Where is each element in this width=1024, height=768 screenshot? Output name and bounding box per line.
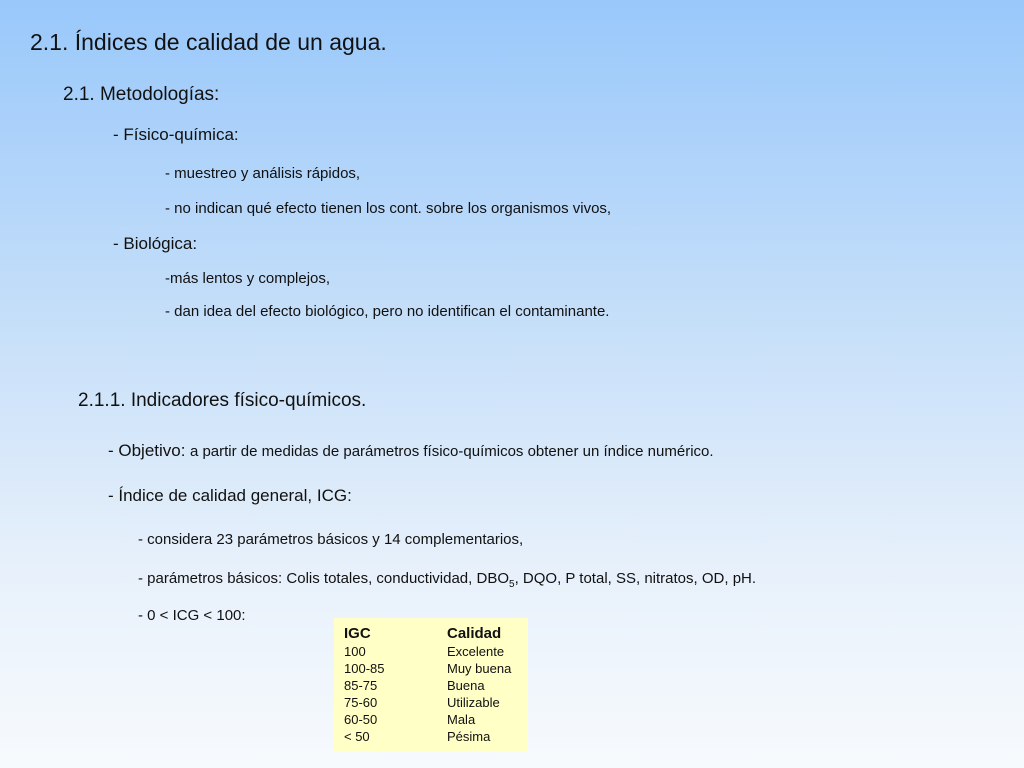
table-cell-calidad: Excelente — [447, 644, 505, 659]
objective-text: a partir de medidas de parámetros físico-químicos obtener un índice numérico. — [189, 443, 714, 460]
table-row — [344, 694, 511, 711]
slide-title: 2.1. Índices de calidad de un agua. — [30, 29, 387, 55]
objective-label: - Objetivo: — [108, 441, 186, 460]
objective-line — [108, 441, 714, 461]
basic-params-subscript: 5 — [509, 579, 515, 590]
physchem-item: - muestreo y análisis rápidos, — [165, 165, 361, 182]
quality-table-header-calidad: Calidad — [447, 625, 502, 642]
table-cell-igc: 100-85 — [344, 661, 385, 676]
table-cell-calidad: Utilizable — [447, 695, 500, 710]
biological-item: -más lentos y complejos, — [165, 270, 331, 287]
biological-label: - Biológica: — [113, 234, 198, 253]
quality-table-header-igc: IGC — [344, 625, 371, 642]
methodologies-heading: 2.1. Metodologías: — [63, 84, 220, 105]
basic-params-suffix: , DQO, P total, SS, nitratos, OD, pH. — [514, 570, 757, 587]
biological-item: - dan idea del efecto biológico, pero no identifican el contaminante. — [165, 303, 610, 320]
indicators-heading: 2.1.1. Indicadores físico-químicos. — [78, 390, 367, 411]
table-cell-calidad: Pésima — [447, 729, 491, 744]
physchem-label: - Físico-química: — [113, 125, 239, 144]
table-row — [344, 711, 511, 728]
table-cell-igc: 100 — [344, 644, 366, 659]
quality-table — [334, 618, 528, 751]
icg-params-item: - considera 23 parámetros básicos y 14 complementarios, — [138, 531, 524, 548]
icg-label: - Índice de calidad general, ICG: — [108, 486, 352, 505]
table-cell-calidad: Mala — [447, 712, 476, 727]
basic-params-prefix: - parámetros básicos: Colis totales, conductividad, DBO — [138, 570, 509, 587]
table-cell-calidad: Muy buena — [447, 661, 512, 676]
physchem-item: - no indican qué efecto tienen los cont. sobre los organismos vivos, — [165, 200, 612, 217]
quality-table-header-row — [344, 625, 511, 643]
table-row — [344, 728, 511, 745]
table-cell-igc: < 50 — [344, 729, 370, 744]
table-cell-igc: 75-60 — [344, 695, 378, 710]
table-row — [344, 677, 511, 694]
table-row — [344, 643, 511, 660]
table-cell-igc: 85-75 — [344, 678, 378, 693]
table-row — [344, 660, 511, 677]
icg-basic-params-item — [138, 570, 757, 590]
table-cell-calidad: Buena — [447, 678, 485, 693]
table-cell-igc: 60-50 — [344, 712, 378, 727]
icg-range-item: - 0 < ICG < 100: — [138, 607, 246, 624]
